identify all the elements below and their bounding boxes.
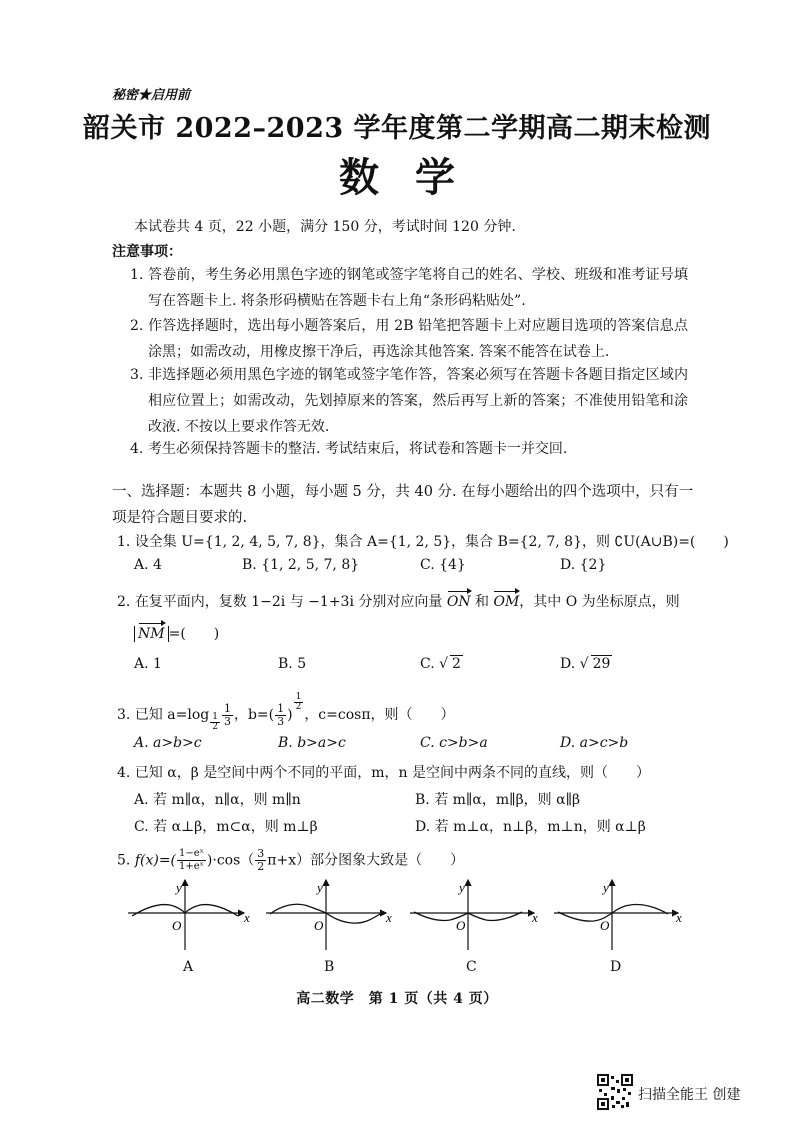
note-item (130, 262, 690, 314)
question-text: 设全集 U={1, 2, 4, 5, 7, 8}，集合 A={1, 2, 5}，集合 B={2, 7, 8}，则 ∁U(A∪B)=( ) (134, 534, 729, 550)
option-b: B. 5 (278, 656, 307, 672)
graph-d (554, 880, 682, 950)
graph-c (410, 880, 538, 950)
question-text-a: f(x)=( (134, 852, 177, 869)
origin-label: O (172, 918, 182, 933)
note-text: 考生必须保持答题卡的整洁. 考试结束后，将试卷和答题卡一并交回. (148, 441, 568, 457)
graph-label-d: D (610, 959, 622, 975)
axis-x-label: x (244, 910, 250, 925)
notes-heading: 注意事项： (112, 244, 182, 260)
option-a: A. a>b>c (134, 735, 202, 751)
radicand: 2 (452, 656, 461, 672)
note-item (130, 313, 690, 365)
question-3 (117, 693, 455, 732)
question-text-c: =( ) (168, 626, 220, 642)
exam-info: 本试卷共 4 页，22 小题，满分 150 分，考试时间 120 分钟. (134, 219, 516, 235)
section-heading: 一、选择题：本题共 8 小题，每小题 5 分，共 40 分. 在每小题给出的四个选项中，只有一项是符合题目要求的. (112, 484, 694, 526)
subject-title: 数学 (339, 154, 491, 201)
option-d: D. {2} (560, 557, 607, 573)
graph-label-c: C (466, 959, 477, 975)
question-text-c: π+x）部分图象大致是（ ） (267, 852, 465, 869)
question-and: 和 (475, 594, 490, 610)
option-c: C. c>b>a (420, 735, 488, 751)
option-b: B. {1, 2, 5, 7, 8} (242, 557, 360, 573)
axis-y-label: y (176, 880, 182, 895)
origin-label: O (456, 918, 466, 933)
question-2-line2 (134, 623, 219, 643)
radicand: 29 (592, 656, 611, 672)
fraction-three-halves: $\frac{3}{2}$ (257, 847, 265, 873)
question-4 (117, 762, 650, 782)
graph-a (128, 880, 250, 950)
option-a: A. 1 (134, 656, 162, 672)
option-d-label: D. (560, 656, 576, 672)
question-text-b: ，其中 O 为坐标原点，则 (519, 594, 680, 610)
question-1 (117, 531, 729, 551)
axis-x-label: x (676, 910, 682, 925)
abs-bars (134, 626, 169, 642)
vector-on: ON (446, 594, 471, 610)
axis-x-label: x (532, 910, 538, 925)
note-item (130, 436, 690, 462)
note-number: 2. (130, 318, 144, 334)
fraction-one-third: $\frac{1}{3}$ (277, 701, 285, 728)
option-c-label: C. (420, 656, 435, 672)
vector-om: OM (493, 594, 520, 610)
question-2 (117, 591, 680, 611)
graph-label-b: B (324, 959, 335, 975)
question-text: 已知 α，β 是空间中两个不同的平面，m，n 是空间中两条不同的直线，则（ ） (134, 765, 651, 781)
origin-label: O (314, 918, 324, 933)
note-number: 1. (130, 267, 144, 283)
question-text-a: 在复平面内，复数 1−2i 与 −1+3i 分别对应向量 (134, 594, 443, 610)
note-number: 3. (130, 367, 144, 383)
question-text-d: ，c=cosπ，则（ ） (304, 707, 455, 723)
note-text: 非选择题必须用黑色字迹的钢笔或签字笔作答，答案必须写在答题卡各题目指定区域内相应位置上；如需改动，先划掉原来的答案，然后再写上新的答案；不准使用铅笔和涂改液. 不按以上要求作答无效. (148, 367, 688, 435)
note-item (130, 362, 690, 440)
graph-label-a: A (183, 959, 194, 975)
question-text-a: 已知 a=log (134, 707, 210, 723)
origin-label: O (600, 918, 610, 933)
graph-b (266, 880, 392, 950)
question-number: 4. (117, 765, 131, 781)
option-d: D. 若 m⊥α，n⊥β，m⊥n，则 α⊥β (415, 819, 646, 835)
secret-mark: 秘密★启用前 (112, 88, 191, 103)
question-number: 3. (117, 707, 131, 723)
option-c: C. √ 2 (420, 656, 461, 672)
question-text-c: ) (287, 707, 293, 723)
note-text: 作答选择题时，选出每小题答案后，用 2B 铅笔把答题卡上对应题目选项的答案信息点涂黑；如需改动，用橡皮擦干净后，再选涂其他答案. 答案不能答在试卷上. (148, 318, 688, 360)
option-b: B. b>a>c (278, 735, 346, 751)
axis-y-label: y (317, 880, 323, 895)
qr-code-icon (597, 1074, 633, 1110)
option-a: A. 若 m∥α，n∥α，则 m∥n (134, 792, 301, 808)
question-text-b: )·cos（ (206, 852, 255, 869)
answer-graphs (0, 870, 794, 960)
option-d: D. √ 29 (560, 656, 611, 672)
axis-y-label: y (603, 880, 609, 895)
option-a: A. 4 (134, 557, 162, 573)
scanner-watermark: 扫描全能王 创建 (638, 1087, 741, 1103)
note-text: 答卷前，考生务必用黑色字迹的钢笔或签字笔将自己的姓名、学校、班级和准考证号填写在答题卡上. 将条形码横贴在答题卡右上角“条形码粘贴处”. (148, 267, 688, 309)
question-number: 5. (117, 852, 131, 869)
axis-y-label: y (459, 880, 465, 895)
axis-x-label: x (386, 910, 392, 925)
question-text-b: ，b=( (233, 707, 275, 723)
option-c: C. {4} (420, 557, 466, 573)
page-footer: 高二数学 第 1 页（共 4 页） (296, 991, 498, 1007)
question-number: 2. (117, 594, 131, 610)
note-number: 4. (130, 441, 144, 457)
log-base: $\frac{1}{2}$ (212, 712, 218, 732)
question-number: 1. (117, 534, 131, 550)
exam-title: 韶关市 2022–2023 学年度第二学期高二期末检测 (82, 113, 712, 144)
fraction-one-third: $\frac{1}{3}$ (223, 701, 231, 728)
option-b: B. 若 m∥α，m∥β，则 α∥β (415, 792, 581, 808)
option-d: D. a>c>b (560, 735, 629, 751)
option-c: C. 若 α⊥β，m⊂α，则 m⊥β (134, 819, 318, 835)
vector-nm: NM (138, 626, 165, 642)
exponent: $\frac{1}{2}$ (295, 692, 302, 712)
fraction-exp: $\frac{\text{1−eˣ}}{\text{1+eˣ}}$ (179, 848, 204, 872)
